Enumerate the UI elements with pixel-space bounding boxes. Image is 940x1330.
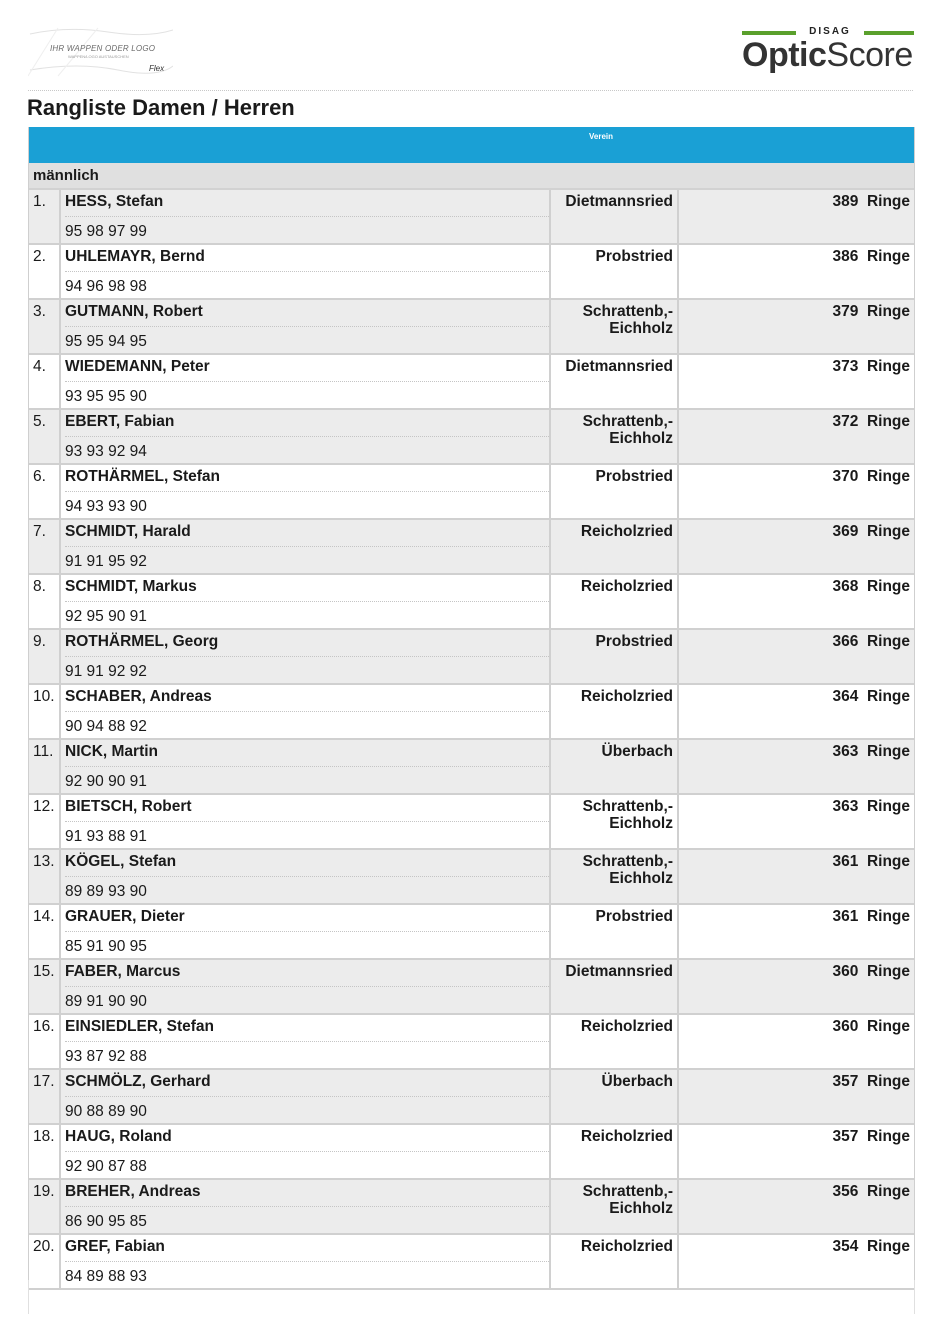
series-scores: 95 95 94 95: [65, 333, 147, 350]
rank-cell: 10.: [29, 685, 61, 738]
shooter-name: GUTMANN, Robert: [65, 303, 549, 327]
shooter-name: NICK, Martin: [65, 743, 549, 767]
total-score-cell: 363 Ringe: [832, 798, 910, 815]
header-divider: [28, 90, 913, 91]
shooter-name: SCHMÖLZ, Gerhard: [65, 1073, 549, 1097]
shooter-name: UHLEMAYR, Bernd: [65, 248, 549, 272]
rank-cell: 7.: [29, 520, 61, 573]
table-row: [29, 355, 914, 410]
rank-cell: 14.: [29, 905, 61, 958]
shooter-cell: [61, 850, 551, 903]
rank-cell: 17.: [29, 1070, 61, 1123]
rank-cell: 1.: [29, 190, 61, 243]
club-logo-placeholder: [28, 26, 173, 78]
club-cell: Probstried: [551, 905, 679, 958]
table-row: [29, 850, 914, 905]
total-score-cell: 361 Ringe: [832, 908, 910, 925]
shooter-cell: [61, 1015, 551, 1068]
club-cell: Schrattenb,- Eichholz: [551, 795, 679, 848]
shooter-name: FABER, Marcus: [65, 963, 549, 987]
club-cell: Schrattenb,- Eichholz: [551, 850, 679, 903]
series-scores: 89 89 93 90: [65, 883, 147, 900]
brand-bar-left: [742, 31, 796, 35]
table-row: [29, 245, 914, 300]
total-score-cell: 386 Ringe: [832, 248, 910, 265]
shooter-cell: [61, 960, 551, 1013]
club-cell: Reicholzried: [551, 1015, 679, 1068]
shooter-name: GRAUER, Dieter: [65, 908, 549, 932]
shooter-name: ROTHÄRMEL, Stefan: [65, 468, 549, 492]
rank-cell: 12.: [29, 795, 61, 848]
rank-cell: 16.: [29, 1015, 61, 1068]
rank-cell: 8.: [29, 575, 61, 628]
table-row: [29, 960, 914, 1015]
table-row: [29, 630, 914, 685]
club-cell: Reicholzried: [551, 575, 679, 628]
club-cell: Probstried: [551, 630, 679, 683]
total-score-cell: 361 Ringe: [832, 853, 910, 870]
ranking-table: [28, 127, 915, 1290]
club-cell: Schrattenb,- Eichholz: [551, 1180, 679, 1233]
shooter-name: EBERT, Fabian: [65, 413, 549, 437]
total-score-cell: 389 Ringe: [832, 193, 910, 210]
logo-placeholder-text: IHR WAPPEN ODER LOGO: [50, 44, 156, 53]
rank-cell: 15.: [29, 960, 61, 1013]
rank-cell: 19.: [29, 1180, 61, 1233]
page-title: Rangliste Damen / Herren: [27, 95, 295, 120]
table-row: [29, 300, 914, 355]
table-row: [29, 1180, 914, 1235]
series-scores: 93 93 92 94: [65, 443, 147, 460]
total-score-cell: 363 Ringe: [832, 743, 910, 760]
shooter-cell: [61, 355, 551, 408]
total-score-cell: 368 Ringe: [832, 578, 910, 595]
brand-wordmark: [742, 36, 913, 75]
club-cell: Überbach: [551, 1070, 679, 1123]
shooter-name: EINSIEDLER, Stefan: [65, 1018, 549, 1042]
logo-small-text: WAPPEN/LOGO AUSTAUSCHEN: [68, 54, 129, 59]
club-cell: Reicholzried: [551, 685, 679, 738]
shooter-name: HESS, Stefan: [65, 193, 549, 217]
table-row: [29, 795, 914, 850]
shooter-cell: [61, 245, 551, 298]
series-scores: 91 91 92 92: [65, 663, 147, 680]
rank-cell: 6.: [29, 465, 61, 518]
total-score-cell: 357 Ringe: [832, 1073, 910, 1090]
rank-cell: 2.: [29, 245, 61, 298]
total-score-cell: 372 Ringe: [832, 413, 910, 430]
club-cell: Überbach: [551, 740, 679, 793]
club-cell: Dietmannsried: [551, 355, 679, 408]
shooter-name: BREHER, Andreas: [65, 1183, 549, 1207]
total-score-cell: 360 Ringe: [832, 1018, 910, 1035]
series-scores: 92 90 90 91: [65, 773, 147, 790]
brand-disag: DISAG: [809, 26, 851, 37]
club-cell: Dietmannsried: [551, 190, 679, 243]
club-cell: Reicholzried: [551, 520, 679, 573]
series-scores: 93 95 95 90: [65, 388, 147, 405]
group-heading: männlich: [29, 163, 914, 190]
club-cell: Reicholzried: [551, 1125, 679, 1178]
club-cell: Schrattenb,- Eichholz: [551, 410, 679, 463]
shooter-cell: [61, 410, 551, 463]
table-header: [29, 127, 914, 163]
shooter-cell: [61, 740, 551, 793]
rank-cell: 18.: [29, 1125, 61, 1178]
series-scores: 90 88 89 90: [65, 1103, 147, 1120]
rank-cell: 20.: [29, 1235, 61, 1288]
table-row: [29, 190, 914, 245]
total-score-cell: 360 Ringe: [832, 963, 910, 980]
shooter-cell: [61, 1180, 551, 1233]
shooter-name: SCHABER, Andreas: [65, 688, 549, 712]
shooter-name: BIETSCH, Robert: [65, 798, 549, 822]
column-header-club: Verein: [588, 132, 613, 141]
club-cell: Reicholzried: [551, 1235, 679, 1288]
total-score-cell: 356 Ringe: [832, 1183, 910, 1200]
shooter-cell: [61, 630, 551, 683]
table-row: [29, 1070, 914, 1125]
total-score-cell: 366 Ringe: [832, 633, 910, 650]
series-scores: 90 94 88 92: [65, 718, 147, 735]
club-cell: Probstried: [551, 465, 679, 518]
rank-cell: 4.: [29, 355, 61, 408]
rank-cell: 13.: [29, 850, 61, 903]
brand-bar-right: [864, 31, 914, 35]
series-scores: 94 96 98 98: [65, 278, 147, 295]
brand-optic: Optic: [742, 36, 827, 74]
table-body: [29, 190, 914, 1290]
series-scores: 84 89 88 93: [65, 1268, 147, 1285]
shooter-name: WIEDEMANN, Peter: [65, 358, 549, 382]
total-score-cell: 369 Ringe: [832, 523, 910, 540]
shooter-name: SCHMIDT, Markus: [65, 578, 549, 602]
shooter-name: SCHMIDT, Harald: [65, 523, 549, 547]
table-row: [29, 410, 914, 465]
table-row: [29, 465, 914, 520]
logo-flex-text: Flex: [149, 64, 165, 73]
rank-cell: 11.: [29, 740, 61, 793]
shooter-cell: [61, 1125, 551, 1178]
brand-score: Score: [826, 36, 913, 74]
total-score-cell: 379 Ringe: [832, 303, 910, 320]
shooter-cell: [61, 905, 551, 958]
shooter-name: ROTHÄRMEL, Georg: [65, 633, 549, 657]
rank-cell: 3.: [29, 300, 61, 353]
shooter-cell: [61, 300, 551, 353]
series-scores: 91 91 95 92: [65, 553, 147, 570]
series-scores: 89 91 90 90: [65, 993, 147, 1010]
series-scores: 93 87 92 88: [65, 1048, 147, 1065]
club-cell: Dietmannsried: [551, 960, 679, 1013]
shooter-name: GREF, Fabian: [65, 1238, 549, 1262]
shooter-cell: [61, 1070, 551, 1123]
rank-cell: 5.: [29, 410, 61, 463]
shooter-name: HAUG, Roland: [65, 1128, 549, 1152]
table-row: [29, 520, 914, 575]
table-row: [29, 905, 914, 960]
table-row: [29, 575, 914, 630]
table-row: [29, 685, 914, 740]
series-scores: 86 90 95 85: [65, 1213, 147, 1230]
series-scores: 92 95 90 91: [65, 608, 147, 625]
club-cell: Probstried: [551, 245, 679, 298]
shooter-cell: [61, 685, 551, 738]
disag-opticscore-logo: [742, 26, 914, 74]
total-score-cell: 370 Ringe: [832, 468, 910, 485]
shooter-name: KÖGEL, Stefan: [65, 853, 549, 877]
series-scores: 91 93 88 91: [65, 828, 147, 845]
series-scores: 95 98 97 99: [65, 223, 147, 240]
total-score-cell: 357 Ringe: [832, 1128, 910, 1145]
total-score-cell: 364 Ringe: [832, 688, 910, 705]
series-scores: 92 90 87 88: [65, 1158, 147, 1175]
club-cell: Schrattenb,- Eichholz: [551, 300, 679, 353]
total-score-cell: 354 Ringe: [832, 1238, 910, 1255]
shooter-cell: [61, 520, 551, 573]
shooter-cell: [61, 795, 551, 848]
shooter-cell: [61, 575, 551, 628]
table-row: [29, 740, 914, 795]
shooter-cell: [61, 465, 551, 518]
series-scores: 85 91 90 95: [65, 938, 147, 955]
shooter-cell: [61, 190, 551, 243]
table-row: [29, 1015, 914, 1070]
series-scores: 94 93 93 90: [65, 498, 147, 515]
rank-cell: 9.: [29, 630, 61, 683]
total-score-cell: 373 Ringe: [832, 358, 910, 375]
table-row: [29, 1125, 914, 1180]
table-bottom-space: [28, 1280, 915, 1314]
